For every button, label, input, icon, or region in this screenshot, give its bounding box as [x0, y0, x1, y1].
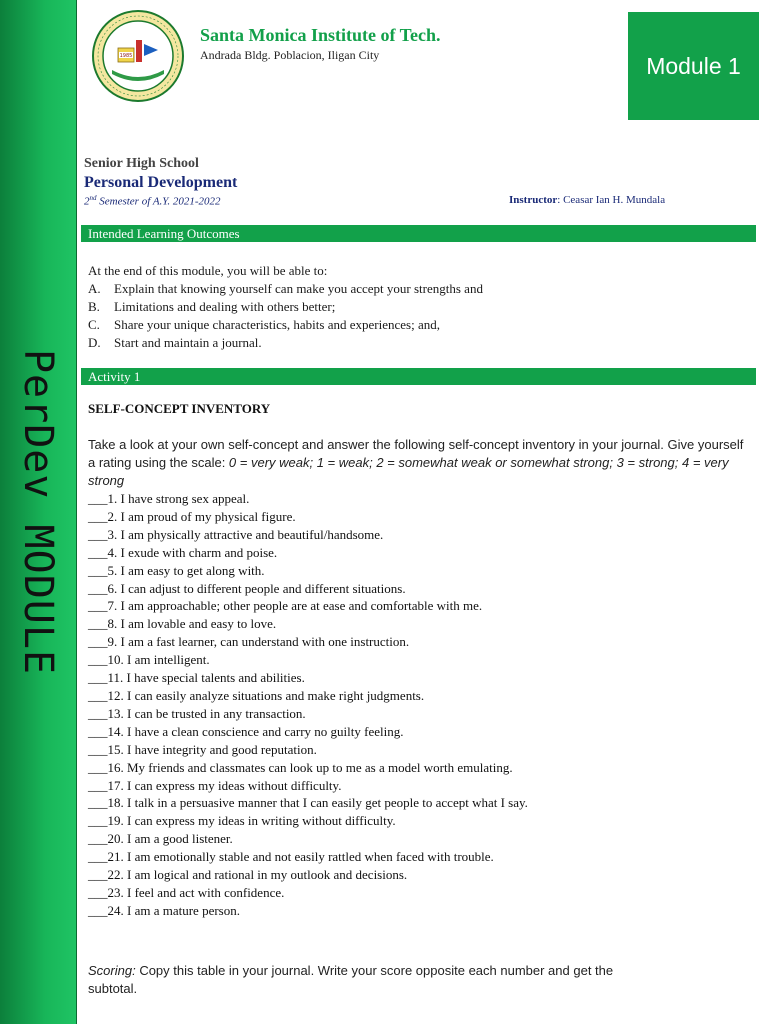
- institution-name: Santa Monica Institute of Tech.: [200, 25, 441, 45]
- outcome-item: [88, 298, 483, 316]
- semester-text: Semester of A.Y. 2021-2022: [96, 195, 221, 208]
- activity-heading: Activity 1: [88, 369, 141, 384]
- sidebar-band: [0, 0, 77, 1024]
- inventory-item: ___20. I am a good listener.: [88, 831, 233, 847]
- semester-suffix: nd: [89, 194, 97, 202]
- inventory-item: ___8. I am lovable and easy to love.: [88, 616, 277, 632]
- activity-instructions: [88, 436, 753, 490]
- outcome-item: [88, 334, 483, 352]
- outcome-text: Start and maintain a journal.: [114, 335, 262, 350]
- outcome-letter: B.: [88, 299, 100, 314]
- instructor-label: Instructor: [509, 194, 558, 206]
- inventory-item: ___16. My friends and classmates can look up to me as a model worth emulating.: [88, 759, 513, 775]
- inventory-item: ___15. I have integrity and good reputation.: [88, 741, 317, 757]
- outcome-letter: C.: [88, 317, 100, 332]
- scoring-text: Copy this table in your journal. Write your score opposite each number and get the subtotal.: [88, 963, 614, 996]
- instructor-line: [509, 194, 665, 206]
- outcome-item: [88, 280, 483, 298]
- inventory-item: ___18. I talk in a persuasive manner that I can easily get people to accept what I say.: [88, 795, 528, 811]
- inventory-item: ___13. I can be trusted in any transaction.: [88, 705, 306, 721]
- inventory-item: ___7. I am approachable; other people are at ease and comfortable with me.: [88, 598, 483, 614]
- activity-title: SELF-CONCEPT INVENTORY: [88, 401, 271, 416]
- school-level: Senior High School: [84, 156, 199, 171]
- outcomes-heading: Intended Learning Outcomes: [88, 226, 240, 241]
- rating-scale: 0 = very weak; 1 = weak; 2 = somewhat weak or somewhat strong; 3 = strong; 4 = very strong: [88, 455, 729, 488]
- inventory-item: ___11. I have special talents and abilities.: [88, 670, 305, 686]
- inventory-item: ___19. I can express my ideas in writing without difficulty.: [88, 813, 396, 829]
- seal-year: 1985: [119, 53, 133, 59]
- scoring-note: [88, 962, 618, 998]
- sidebar-title: PerDev MODULE: [15, 348, 61, 676]
- inventory-item: ___24. I am a mature person.: [88, 902, 240, 918]
- activity-heading-bar: [81, 368, 756, 385]
- inventory-item: ___10. I am intelligent.: [88, 652, 210, 668]
- inventory-item: ___12. I can easily analyze situations and make right judgments.: [88, 687, 425, 703]
- inventory-list: [88, 490, 528, 920]
- outcome-text: Explain that knowing yourself can make you accept your strengths and: [114, 281, 483, 296]
- outcome-text: Limitations and dealing with others better;: [114, 299, 336, 314]
- school-seal-logo: [92, 10, 184, 102]
- scoring-label: Scoring:: [88, 963, 136, 978]
- inventory-item: ___21. I am emotionally stable and not easily rattled when faced with trouble.: [88, 849, 494, 865]
- outcomes-heading-bar: [81, 225, 756, 242]
- inventory-item: ___3. I am physically attractive and beautiful/handsome.: [88, 526, 384, 542]
- outcomes-intro: At the end of this module, you will be able to:: [88, 263, 328, 278]
- inventory-item: ___5. I am easy to get along with.: [88, 562, 265, 578]
- instructions-text: Take a look at your own self-concept and answer the following self-concept inventory in your journal. Give yourself a rating using the scale:: [88, 437, 744, 470]
- inventory-item: ___1. I have strong sex appeal.: [88, 491, 250, 506]
- instructor-name: : Ceasar Ian H. Mundala: [557, 194, 666, 206]
- inventory-item: ___17. I can express my ideas without difficulty.: [88, 777, 342, 793]
- outcome-text: Share your unique characteristics, habits and experiences; and,: [114, 317, 440, 332]
- outcomes-section: [88, 262, 483, 352]
- outcome-letter: A.: [88, 281, 101, 296]
- inventory-item: ___2. I am proud of my physical figure.: [88, 508, 296, 524]
- module-badge: [628, 12, 759, 120]
- inventory-item: ___23. I feel and act with confidence.: [88, 884, 285, 900]
- outcome-letter: D.: [88, 335, 101, 350]
- inventory-item: ___14. I have a clean conscience and carry no guilty feeling.: [88, 723, 404, 739]
- inventory-item: ___4. I exude with charm and poise.: [88, 544, 278, 560]
- semester-number: 2: [84, 195, 90, 208]
- module-label: Module 1: [646, 52, 741, 79]
- inventory-item: ___9. I am a fast learner, can understand with one instruction.: [88, 634, 410, 650]
- inventory-item: ___22. I am logical and rational in my outlook and decisions.: [88, 867, 408, 883]
- outcome-item: [88, 316, 483, 334]
- inventory-item: ___6. I can adjust to different people and different situations.: [88, 580, 406, 596]
- semester-line: [84, 194, 221, 208]
- institution-address: Andrada Bldg. Poblacion, Iligan City: [200, 48, 380, 62]
- course-title: Personal Development: [84, 174, 238, 191]
